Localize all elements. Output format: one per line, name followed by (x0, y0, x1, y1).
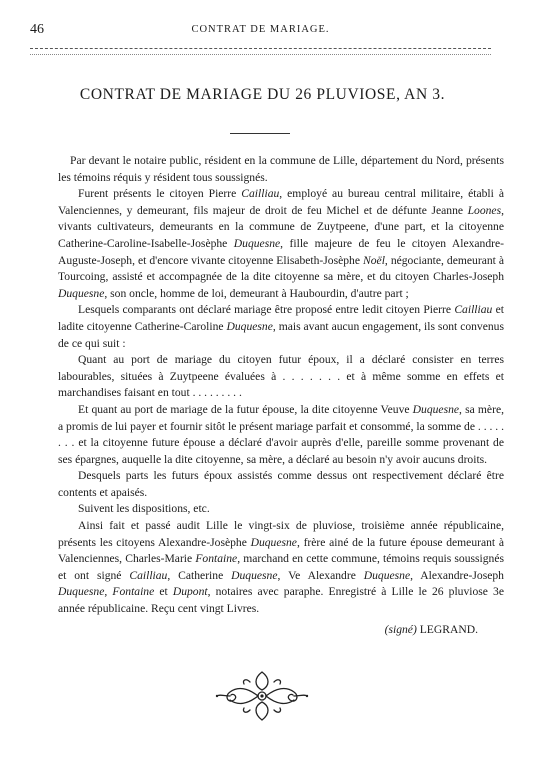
text-run: , fille majeure de feu le citoyen Alexandre-Auguste-Joseph, et d'encore vivante citoyenne Elisabeth-Josèphe (58, 236, 505, 267)
paragraph-preamble: Par devant le notaire public, résident en la commune de Lille, département du Nord, présents les témoins réquis y résident tous soussignés. (58, 154, 504, 184)
text-run: , Catherine (167, 568, 232, 582)
paragraph-agreement: Desquels parts les futurs époux assistés comme dessus ont respectivement déclaré être contents et apaisés. (58, 469, 504, 499)
surname: Duquesne (58, 585, 105, 599)
text-run: Lesquels comparants ont déclaré mariage être proposé entre ledit citoyen Pierre (78, 303, 455, 317)
ornament-fleuron-icon (214, 668, 310, 724)
surname: Fontaine (112, 585, 155, 599)
title-underline (230, 133, 290, 134)
header-divider (30, 48, 491, 55)
text-run: Ainsi fait et passé audit Lille le vingt-six de pluviose, troisième année républicaine, présents les citoyens Alexandre-Josèphe (58, 519, 504, 549)
text-run: , Ve Alexandre (277, 568, 364, 582)
signature-line (58, 622, 504, 639)
surname: Duquesne (250, 535, 297, 549)
surname: Duquesne (231, 568, 278, 582)
paragraph-groom-dowry: Quant au port de mariage du citoyen futur époux, il a déclaré consister en terres labourables, situées à Zuytpeene évaluées à . . . . . . . et à même somme en effets et marchandises faisant en tout . . . . . . . . . (58, 353, 504, 400)
paragraph-dispositions: Suivent les dispositions, etc. (78, 502, 210, 516)
text-run: , notaires avec paraphe. Enregistré à Lille le 26 pluviose 3e année républicaine. Reçu cent vingt Livres. (58, 585, 505, 616)
surname: Duquesne (233, 236, 281, 250)
text-run: et ladite citoyenne Catherine-Caroline (58, 303, 505, 333)
text-run: , (104, 585, 113, 599)
text-run: , mais avant aucun engagement, ils sont convenus de ce qui suit : (58, 319, 504, 350)
contract-text (58, 153, 504, 638)
surname: Cailliau (129, 568, 168, 582)
running-head: CONTRAT DE MARIAGE. (191, 24, 330, 35)
surname: Cailliau (454, 303, 493, 317)
paragraph-proposal (58, 302, 504, 352)
text-run: , frère ainé de la future épouse demeurant à Valenciennes, Charles-Marie (58, 535, 505, 566)
document-title: CONTRAT DE MARIAGE DU 26 PLUVIOSE, AN 3. (79, 86, 446, 103)
text-run: et (154, 585, 173, 599)
text-run: , sa mère, a promis de lui payer et fournir sitôt le présent mariage parfait et consommé, la somme de . . . . . . . . et la citoyenne future épouse a déclaré d'avoir auprès d'elle, pareille somme provenant de ses épargnes, auquelle la dite citoyenne, sa mère, a déclaré au besoin n'y avoir aucuns droits. (58, 402, 504, 466)
text-run: , son oncle, homme de loi, demeurant à Haubourdin, d'autre part ; (104, 286, 409, 300)
surname: Duquesne (226, 319, 273, 333)
paragraph-parties (58, 186, 504, 302)
surname: Cailliau (241, 187, 280, 201)
paragraph-bride-dowry (58, 402, 504, 468)
surname: Dupont (172, 585, 208, 599)
surname: Noël (363, 253, 385, 267)
surname: Fontaine (195, 552, 238, 566)
text-run: Et quant au port de mariage de la futur épouse, la dite citoyenne Veuve (78, 402, 413, 416)
text-run: , vivants cultivateurs, demeurants en la commune de Zuytpeene, d'une part, et la citoyenne Catherine-Caroline-Isabelle-Josèphe (58, 203, 504, 250)
signature-prefix: (signé) (384, 622, 417, 636)
page-number: 46 (30, 22, 44, 37)
text-run: , négociante, demeurant à Tourcoing, assisté et accompagnée de la dite citoyenne sa mère, et du citoyen Charles-Joseph (58, 253, 505, 284)
surname: Duquesne (412, 402, 460, 416)
surname: Loones (467, 203, 502, 217)
page-header (30, 22, 491, 40)
text-run: , marchand en cette commune, témoins requis soussignés et ont signé (58, 552, 504, 582)
text-run: , employé au bureau central militaire, établi à Valenciennes, y demeurant, fils majeur de droit de feu Michel et de défunte Jeanne (58, 187, 504, 217)
text-run: Furent présents le citoyen Pierre (78, 187, 242, 201)
signature-name: LEGRAND. (416, 622, 478, 636)
paragraph-closing (58, 518, 504, 618)
surname: Duquesne (363, 568, 411, 582)
surname: Duquesne (58, 286, 105, 300)
text-run: , Alexandre-Joseph (410, 568, 504, 582)
